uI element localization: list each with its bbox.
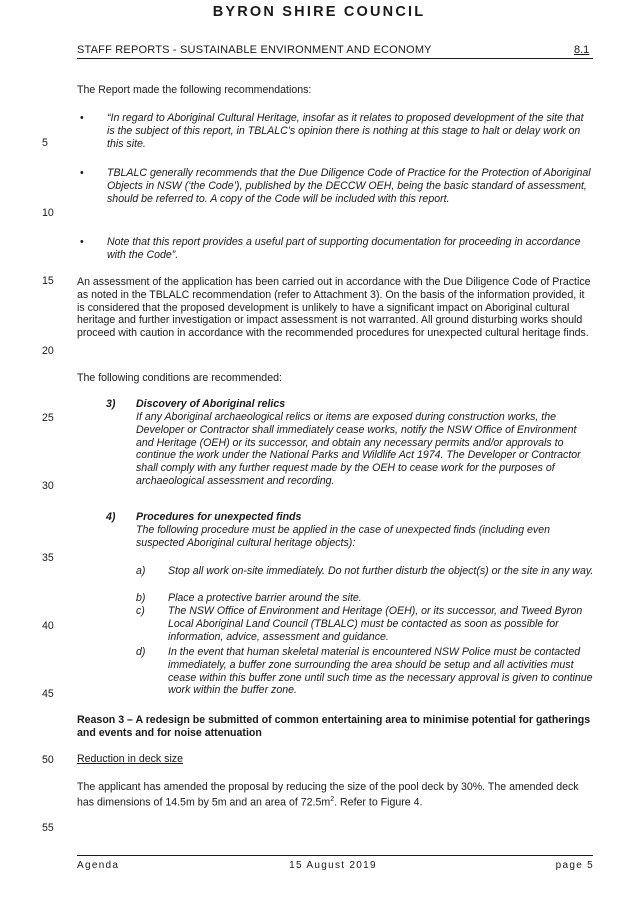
superscript: 2	[330, 795, 335, 803]
condition-body: The following procedure must be applied in the case of unexpected finds (including even suspected Aboriginal cultural heritage objects):	[136, 524, 551, 549]
subitem-text: In the event that human skeletal material is encountered NSW Police must be contacted immediately, a buffer zone surrounding the area should be setup and all activities must cease within this buffer zone until such time as the necessary approval is given to continue work within the buffer zone.	[168, 646, 593, 697]
bullet-marker: •	[80, 236, 84, 248]
subitem-text: The NSW Office of Environment and Heritage (OEH), or its successor, and Tweed Byron Local Aboriginal Land Council (TBLALC) must be contacted as soon as possible for information, advice, assessment and guidance.	[168, 605, 583, 643]
bullet-marker: •	[80, 167, 84, 179]
subitem-label: d)	[136, 646, 146, 658]
line-number: 40	[42, 620, 54, 632]
condition-title: Procedures for unexpected finds	[136, 511, 302, 523]
bullet-marker: •	[80, 112, 84, 124]
deck-paragraph-text: The applicant has amended the proposal by reducing the size of the pool deck by 30%. The amended deck has dimensions of 14.5m by 5m and an area of 72.5m	[77, 781, 579, 809]
line-number: 35	[42, 552, 54, 564]
recommendation-bullet: “In regard to Aboriginal Cultural Heritage, insofar as it relates to proposed development of the site that is the subject of this report, in TBLALC’s opinion there is nothing at this stage to halt or delay work on this site.	[107, 112, 584, 150]
assessment-paragraph: An assessment of the application has been carried out in accordance with the Due Diligence Code of Practice as noted in the TBLALC recommendation (refer to Attachment 3). On the basis of the information provided, it is considered that the proposed development is unlikely to have a significant impact on Aboriginal cultural heritage and further investigation or impact assessment is not warranted. All ground disturbing works should proceed with caution in accordance with the recommended procedures for unexpected cultural heritage finds.	[77, 276, 591, 340]
subitem-label: a)	[136, 565, 146, 577]
intro-text: The Report made the following recommendations:	[77, 84, 312, 96]
footer-rule	[77, 855, 593, 856]
line-number: 5	[42, 137, 48, 149]
subitem-label: b)	[136, 592, 146, 604]
council-name: BYRON SHIRE COUNCIL	[212, 4, 426, 20]
footer-left: Agenda	[77, 860, 120, 871]
condition-number: 4)	[106, 511, 116, 523]
line-number: 30	[42, 480, 54, 492]
recommendation-bullet: Note that this report provides a useful part of supporting documentation for proceeding in accordance with the Code”.	[107, 236, 581, 261]
line-number: 50	[42, 754, 54, 766]
conditions-intro: The following conditions are recommended:	[77, 372, 282, 384]
line-number: 25	[42, 412, 54, 424]
subheading: Reduction in deck size	[77, 753, 183, 765]
condition-body: If any Aboriginal archaeological relics or items are exposed during construction works, the Developer or Contractor shall immediately cease works, notify the NSW Office of Environment and Heritage (OEH) or its successor, and obtain any necessary permits and/or approvals to continue the work under the National Parks and Wildlife Act 1974. The Developer or Contractor shall comply with any further request made by the OEH to cease work for the purposes of archaeological assessment and recording.	[136, 411, 581, 487]
line-number: 20	[42, 345, 54, 357]
footer-date: 15 August 2019	[289, 860, 377, 871]
subitem-label: c)	[136, 605, 145, 617]
condition-title: Discovery of Aboriginal relics	[136, 398, 286, 410]
line-number: 45	[42, 688, 54, 700]
line-number: 15	[42, 275, 54, 287]
condition-number: 3)	[106, 398, 116, 410]
footer-page: page 5	[555, 860, 594, 871]
line-number: 10	[42, 207, 54, 219]
header-rule	[77, 58, 593, 59]
deck-paragraph-end: . Refer to Figure 4.	[334, 796, 423, 809]
item-number: 8.1	[574, 44, 590, 56]
recommendation-bullet: TBLALC generally recommends that the Due Diligence Code of Practice for the Protection of Aboriginal Objects in NSW (‘the Code’), published by the DECCW OEH, being the basic standard of assessment, should be referred to. A copy of the Code will be included with this report.	[107, 167, 591, 205]
deck-paragraph	[77, 781, 593, 809]
reason-heading: Reason 3 – A redesign be submitted of common entertaining area to minimise potential for gatherings and events and for noise attenuation	[77, 714, 591, 739]
line-number: 55	[42, 822, 54, 834]
subitem-text: Stop all work on-site immediately. Do not further disturb the object(s) or the site in any way.	[168, 565, 594, 577]
section-title: STAFF REPORTS - SUSTAINABLE ENVIRONMENT AND ECONOMY	[77, 44, 432, 56]
subitem-text: Place a protective barrier around the site.	[168, 592, 362, 604]
